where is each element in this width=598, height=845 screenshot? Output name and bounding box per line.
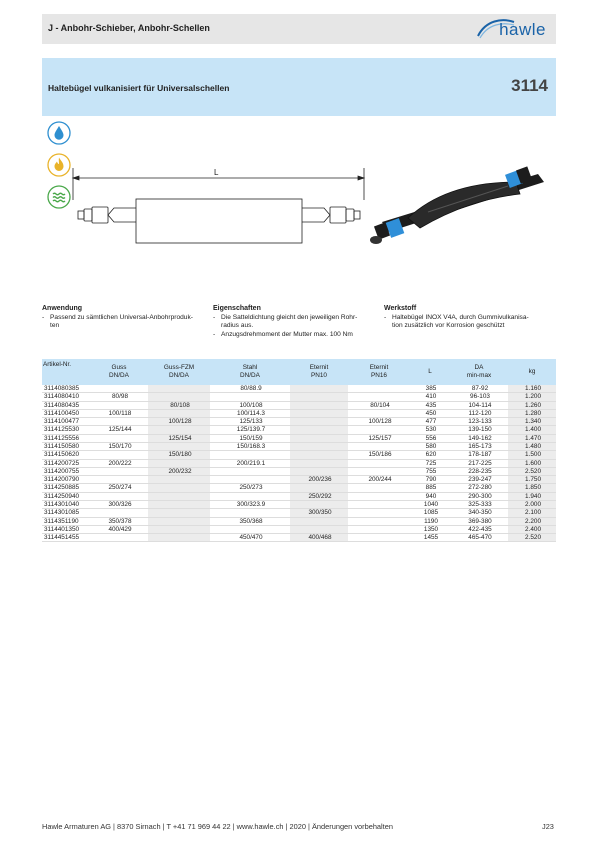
table-cell: 1190 [410,517,450,525]
table-cell: 1.500 [508,451,556,459]
table-cell [290,517,348,525]
table-cell [290,484,348,492]
material-column: Werkstoff - Haltebügel INOX V4A, durch Gummivulkanisa- tion zusätzlich vor Korrosion geschützt [384,305,556,331]
table-cell: 178-187 [450,451,508,459]
table-cell: 465-470 [450,534,508,542]
table-cell: 450/470 [210,534,290,542]
table-row [42,492,556,500]
table-cell [210,525,290,533]
table-cell: 200/236 [290,476,348,484]
table-cell: 885 [410,484,450,492]
table-cell [348,385,410,393]
table-row [42,418,556,426]
column-header: Eternit PN16 [348,359,410,385]
table-cell [348,492,410,500]
table-cell [148,492,210,500]
table-cell: 123-133 [450,418,508,426]
table-cell: 3114250885 [42,484,90,492]
table-row [42,409,556,417]
column-heading: Werkstoff [384,305,417,312]
table-cell [348,459,410,467]
table-cell: 2.520 [508,467,556,475]
table-cell: 139-150 [450,426,508,434]
table-cell [290,409,348,417]
table-cell: 400/468 [290,534,348,542]
table-cell [148,517,210,525]
table-cell: 125/154 [148,434,210,442]
table-cell [148,459,210,467]
table-cell: 217-225 [450,459,508,467]
table-cell: 150/180 [148,451,210,459]
table-cell: 400/429 [90,525,148,533]
page-number: J23 [542,822,554,831]
table-cell: 325-333 [450,500,508,508]
table-row [42,476,556,484]
table-cell: 350/368 [210,517,290,525]
table-row [42,517,556,525]
table-cell: 100/118 [90,409,148,417]
table-cell: 1.470 [508,434,556,442]
table-cell: 300/350 [290,509,348,517]
table-cell [148,509,210,517]
table-cell [210,393,290,401]
table-row [42,525,556,533]
table-row [42,426,556,434]
table-cell: 940 [410,492,450,500]
table-cell: 150/168.3 [210,442,290,450]
table-row [42,401,556,409]
table-cell: 125/157 [348,434,410,442]
table-cell [290,525,348,533]
column-heading: Eigenschaften [213,305,261,312]
table-cell: 410 [410,393,450,401]
table-row [42,534,556,542]
table-cell [348,426,410,434]
table-cell: 450 [410,409,450,417]
top-header-bar [42,14,556,44]
table-cell: 272-280 [450,484,508,492]
table-cell [90,476,148,484]
table-cell [90,467,148,475]
column-header: Stahl DN/DA [210,359,290,385]
table-cell [348,409,410,417]
dimension-label: L [214,168,219,177]
table-cell [90,534,148,542]
table-cell: 3114080435 [42,401,90,409]
table-cell: 3114150620 [42,451,90,459]
table-cell [90,385,148,393]
table-cell: 1085 [410,509,450,517]
hawle-logo [476,16,546,42]
application-column: Anwendung - Passend zu sämtlichen Universal-Anbohrproduk- ten [42,305,207,331]
table-cell: 477 [410,418,450,426]
table-cell: 3114351190 [42,517,90,525]
table-cell [348,467,410,475]
table-cell [210,467,290,475]
table-cell [290,434,348,442]
properties-column: Eigenschaften - Die Satteldichtung gleicht den jeweiligen Rohr- radius aus. - Anzugsdrehmoment der Mutter max. 100 Nm [213,305,378,339]
table-cell: 1.750 [508,476,556,484]
table-cell [290,459,348,467]
table-cell: 1.400 [508,426,556,434]
table-cell: 1.600 [508,459,556,467]
table-cell: 3114250940 [42,492,90,500]
table-cell [90,401,148,409]
table-cell [148,393,210,401]
table-cell [348,534,410,542]
table-cell [348,517,410,525]
column-heading: Anwendung [42,305,83,312]
table-cell: 112-120 [450,409,508,417]
table-row [42,484,556,492]
table-cell: 2.520 [508,534,556,542]
table-cell: 1.200 [508,393,556,401]
table-cell: 200/219.1 [210,459,290,467]
table-cell [148,525,210,533]
table-cell: 239-247 [450,476,508,484]
section-title: J - Anbohr-Schieber, Anbohr-Schellen [48,23,210,33]
table-row [42,500,556,508]
table-cell: 3114100477 [42,418,90,426]
table-cell [210,476,290,484]
table-cell: 2.200 [508,517,556,525]
table-cell [90,418,148,426]
table-cell [90,509,148,517]
table-cell: 3114125556 [42,434,90,442]
table-cell: 3114200790 [42,476,90,484]
table-cell: 228-235 [450,467,508,475]
table-cell [210,492,290,500]
table-cell [290,426,348,434]
table-cell: 250/273 [210,484,290,492]
table-cell [290,385,348,393]
table-cell: 87-92 [450,385,508,393]
table-cell: 149-162 [450,434,508,442]
product-render [368,160,554,255]
column-header: Artikel-Nr. [42,359,90,385]
wastewater-icon [47,185,71,209]
table-cell: 250/292 [290,492,348,500]
table-cell [290,467,348,475]
column-header: Guss DN/DA [90,359,148,385]
table-cell [148,476,210,484]
table-row [42,434,556,442]
table-cell: 725 [410,459,450,467]
table-cell [148,385,210,393]
table-cell: 530 [410,426,450,434]
table-cell: 165-173 [450,442,508,450]
table-row [42,467,556,475]
table-cell: 3114301040 [42,500,90,508]
table-row [42,393,556,401]
table-cell [290,393,348,401]
table-cell: 80/104 [348,401,410,409]
table-cell [210,509,290,517]
table-cell: 580 [410,442,450,450]
table-cell: 3114150580 [42,442,90,450]
logo-wordmark: hawle [499,20,546,39]
table-cell: 150/159 [210,434,290,442]
table-cell: 125/144 [90,426,148,434]
table-cell: 3114401350 [42,525,90,533]
table-cell: 1040 [410,500,450,508]
table-cell: 200/244 [348,476,410,484]
table-cell: 100/128 [348,418,410,426]
table-cell: 100/114.3 [210,409,290,417]
column-header: Guss-FZM DN/DA [148,359,210,385]
table-cell [148,442,210,450]
table-cell: 790 [410,476,450,484]
water-drop-icon [47,121,71,145]
table-row [42,385,556,393]
table-cell: 250/274 [90,484,148,492]
table-row [42,442,556,450]
table-cell: 80/98 [90,393,148,401]
table-row [42,459,556,467]
table-cell: 80/88.9 [210,385,290,393]
table-cell [348,525,410,533]
table-cell: 125/133 [210,418,290,426]
table-cell [348,509,410,517]
table-cell: 1455 [410,534,450,542]
table-cell [290,442,348,450]
table-cell: 620 [410,451,450,459]
column-header: Eternit PN10 [290,359,348,385]
table-cell: 3114080385 [42,385,90,393]
table-cell [90,451,148,459]
table-cell: 2.000 [508,500,556,508]
table-cell: 200/232 [148,467,210,475]
technical-drawing [70,160,370,250]
table-cell: 3114200755 [42,467,90,475]
flame-icon [47,153,71,177]
table-cell: 1.340 [508,418,556,426]
table-cell: 1.480 [508,442,556,450]
column-header: L [410,359,450,385]
table-cell: 3114301085 [42,509,90,517]
table-row [42,509,556,517]
table-cell: 755 [410,467,450,475]
product-code: 3114 [511,76,548,95]
table-cell: 3114080410 [42,393,90,401]
table-cell: 1.260 [508,401,556,409]
table-cell: 80/108 [148,401,210,409]
table-cell [148,484,210,492]
table-cell: 369-380 [450,517,508,525]
table-cell [348,484,410,492]
table-cell: 556 [410,434,450,442]
table-cell: 104-114 [450,401,508,409]
table-cell: 3114100450 [42,409,90,417]
article-table [42,359,556,542]
table-cell: 2.400 [508,525,556,533]
table-cell: 422-435 [450,525,508,533]
column-header: DA min-max [450,359,508,385]
table-cell: 1.940 [508,492,556,500]
table-cell: 340-350 [450,509,508,517]
product-heading: Haltebügel vulkanisiert für Universalschellen [48,83,230,93]
table-cell: 150/170 [90,442,148,450]
table-cell: 125/139.7 [210,426,290,434]
table-cell: 100/128 [148,418,210,426]
table-cell [148,500,210,508]
table-cell: 3114200725 [42,459,90,467]
table-cell [290,418,348,426]
table-cell: 2.100 [508,509,556,517]
table-cell: 1.280 [508,409,556,417]
table-cell [148,409,210,417]
table-row [42,451,556,459]
footer-text: Hawle Armaturen AG | 8370 Sirnach | T +41 71 969 44 22 | www.hawle.ch | 2020 | Änderungen vorbehalten [42,822,393,831]
column-header: kg [508,359,556,385]
table-cell [210,451,290,459]
table-cell: 1.850 [508,484,556,492]
table-cell: 300/326 [90,500,148,508]
table-cell: 385 [410,385,450,393]
table-cell [290,500,348,508]
table-cell: 96-103 [450,393,508,401]
table-cell [348,442,410,450]
table-cell: 300/323.9 [210,500,290,508]
table-cell [148,426,210,434]
table-cell [90,492,148,500]
table-cell: 435 [410,401,450,409]
table-cell [290,401,348,409]
table-cell [90,434,148,442]
table-cell: 3114451455 [42,534,90,542]
table-cell: 100/108 [210,401,290,409]
table-cell: 3114125530 [42,426,90,434]
table-cell: 200/222 [90,459,148,467]
table-cell: 290-300 [450,492,508,500]
table-cell: 1.160 [508,385,556,393]
table-cell [348,393,410,401]
table-cell [290,451,348,459]
table-cell: 150/186 [348,451,410,459]
table-cell [148,534,210,542]
table-header-row [42,359,556,385]
table-cell: 1350 [410,525,450,533]
product-band [42,58,556,116]
table-cell [348,500,410,508]
table-cell: 350/378 [90,517,148,525]
